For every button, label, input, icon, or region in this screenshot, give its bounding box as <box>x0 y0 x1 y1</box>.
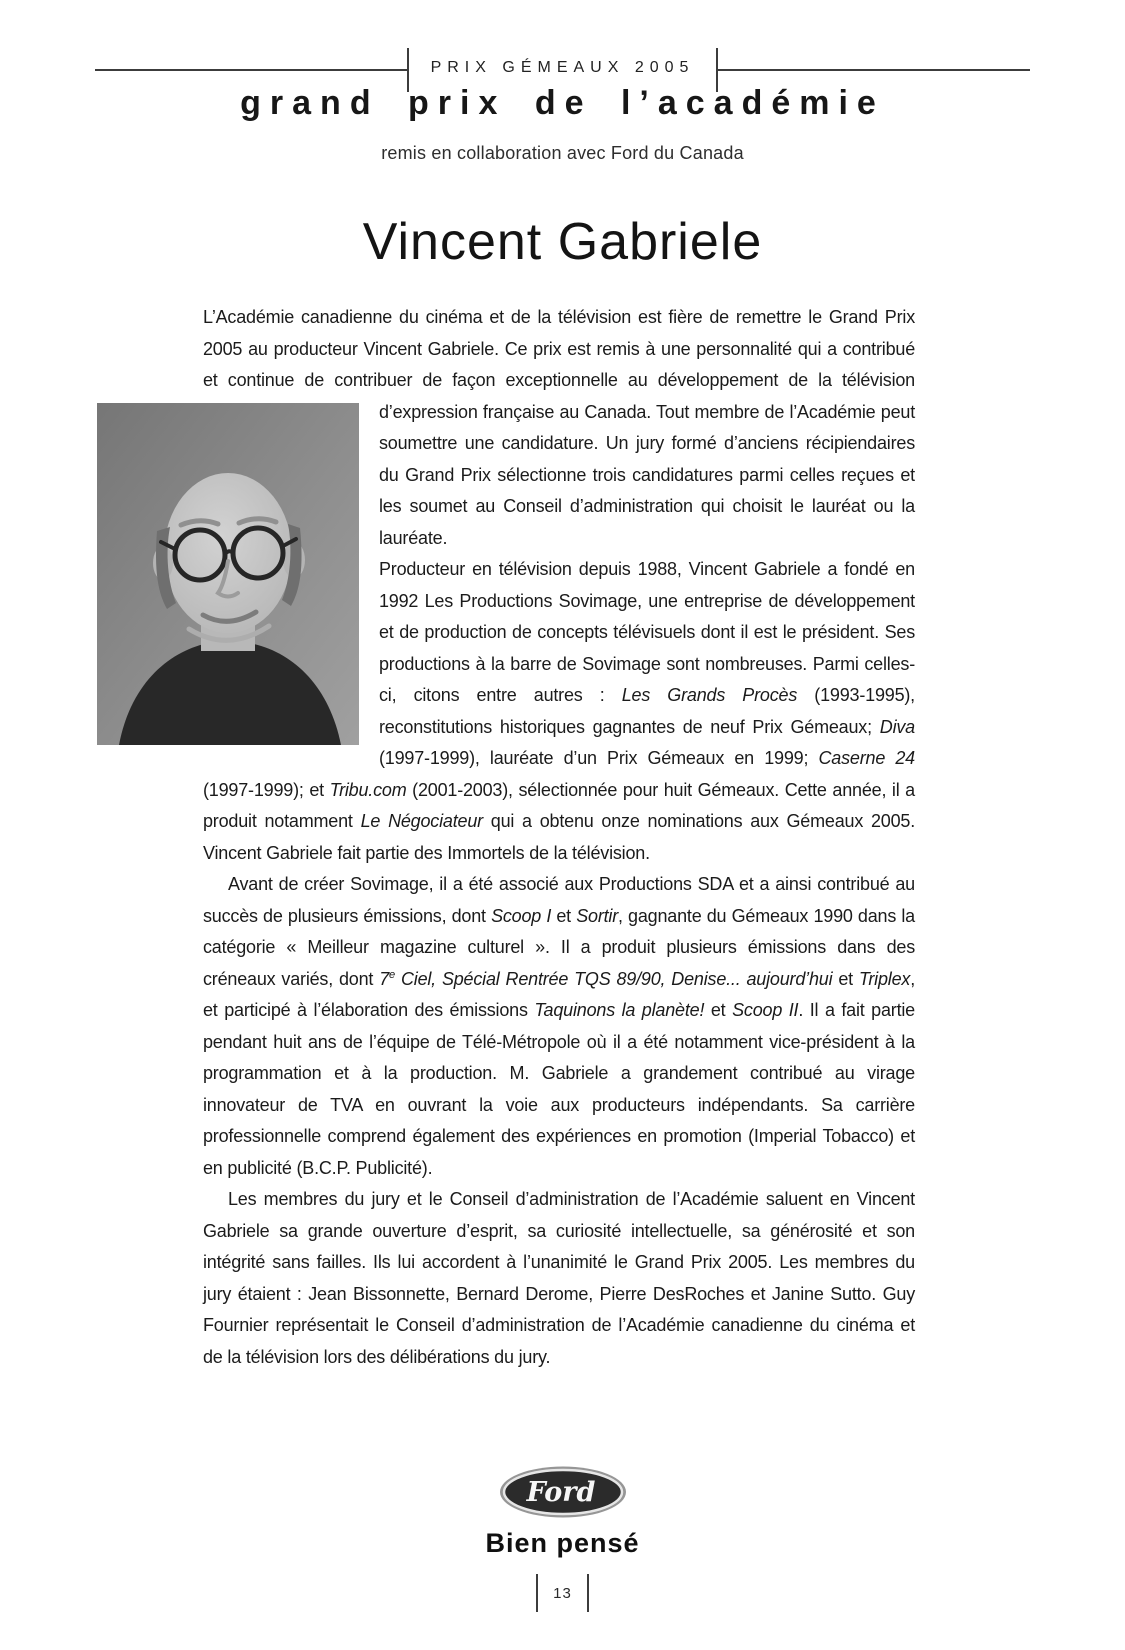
text-segment: Avant de créer Sovimage, il a été associé aux Productions SDA et a ainsi contribué au succès de plusieurs émissions, dont <box>203 874 915 926</box>
ford-tagline: Bien pensé <box>485 1528 640 1558</box>
rule-left <box>95 69 407 71</box>
text-segment: Ciel, Spécial Rentrée TQS 89/90, Denise... aujourd’hui <box>395 968 833 989</box>
text-segment: e <box>389 968 396 981</box>
text-segment: et <box>832 968 859 989</box>
text-segment: (2001-2003), sélectionnée pour huit Gémeaux. Cette année, il a produit notamment <box>203 779 915 831</box>
page-number-bar-right <box>587 1574 589 1612</box>
page-number-bar-left <box>536 1574 538 1612</box>
text-segment: Le Négociateur <box>360 811 483 831</box>
paragraph <box>203 1184 915 1373</box>
text-segment: , gagnante du Gémeaux 1990 dans la catégorie « Meilleur magazine culturel ». Il a produit plusieurs émissions dans des créneaux variés, dont <box>203 905 915 989</box>
text-segment: et <box>551 905 577 926</box>
text-segment: Triplex <box>858 968 911 989</box>
text-segment: qui a obtenu onze nominations aux Gémeaux 2005. Vincent Gabriele fait partie des Immortels de la télévision. <box>203 811 916 863</box>
text-segment: (1993-1995), reconstitutions historiques gagnantes de neuf Prix Gémeaux; <box>379 685 915 737</box>
text-segment: Les Grands Procès <box>621 685 798 705</box>
article-body <box>203 302 915 1373</box>
text-segment: Les membres du jury et le Conseil d’administration de l’Académie saluent en Vincent Gabriele sa grande ouverture d’esprit, sa curiosité intellectuelle, sa générosité et son intégrité sans failles. Ils lui accordent à l’unanimité le Grand Prix 2005. Les membres du jury étaient : Jean Bissonnette, Bernard Derome, Pierre DesRoches et Janine Sutto. Guy Fournier représentait le Conseil d’administration de l’Académie canadienne du cinéma et de la télévision lors des délibérations du jury. <box>203 1189 915 1367</box>
text-segment: 7 <box>379 968 389 989</box>
text-segment: Taquinons la planète! <box>534 1000 705 1020</box>
text-segment: (1997-1999); et <box>203 779 330 800</box>
ford-logo <box>499 1466 627 1523</box>
text-segment: Producteur en télévision depuis 1988, Vincent Gabriele a fondé en 1992 Les Productions Sovimage, une entreprise de développement et de production de concepts télévisuels dont il est le président. Ses productions à la barre de Sovimage sont nombreuses. Parmi celles-ci, citons entre autres : <box>379 559 915 705</box>
text-segment: . Il a fait partie pendant huit ans de l’équipe de Télé-Métropole où il a été notamment vice-président à la programmation et à la production. M. Gabriele a grandement contribué au virage innovateur de TVA en ouvrant la voie aux producteurs indépendants. Sa carrière professionnelle comprend également des expériences en promotion (Imperial Tobacco) et en publicité (B.C.P. Publicité). <box>203 1000 915 1178</box>
text-segment: Diva <box>879 716 915 737</box>
ford-logo-text: Ford <box>526 1477 595 1508</box>
text-segment: télévision d’expression française au Canada. Tout membre de l’Académie peut soumettre une candidature. Un jury formé d’anciens récipiendaires du Grand Prix sélectionne trois candidatures parmi celles reçues et les soumet au Conseil d’administration qui choisit le lauréat ou la lauréate. <box>379 370 915 548</box>
ford-oval-icon <box>499 1466 627 1518</box>
portrait-photo-graphic <box>97 403 359 745</box>
paragraph <box>203 869 915 1184</box>
text-segment: (1997-1999), lauréate d’un Prix Gémeaux en 1999; <box>379 748 819 768</box>
text-segment: Scoop I <box>491 905 552 926</box>
text-segment: Scoop II <box>732 1000 799 1020</box>
page-number-block <box>0 1573 1125 1613</box>
text-segment: Sortir <box>576 905 619 926</box>
section-title: grand prix de l’académie <box>240 84 885 122</box>
page-number: 13 <box>553 1584 572 1602</box>
text-segment: et <box>704 1000 733 1020</box>
portrait-photo <box>97 403 359 745</box>
kicker-text: PRIX GÉMEAUX 2005 <box>430 59 695 76</box>
collaboration-line: remis en collaboration avec Ford du Canada <box>381 143 744 163</box>
text-segment: L’Académie canadienne du cinéma et de la télévision est fière de remettre le Grand Prix 2005 au producteur Vincent Gabriele. Ce prix est remis à une personnalité qui a contribué et continue de contribuer de façon exceptionnelle au développement de la <box>203 307 915 390</box>
text-segment: , et participé à l’élaboration des émissions <box>203 968 916 1020</box>
rule-right <box>718 69 1030 71</box>
text-segment: Tribu.com <box>329 779 407 800</box>
text-segment: Caserne 24 <box>818 748 915 768</box>
page-title: Vincent Gabriele <box>362 213 763 271</box>
paragraph <box>203 302 915 554</box>
